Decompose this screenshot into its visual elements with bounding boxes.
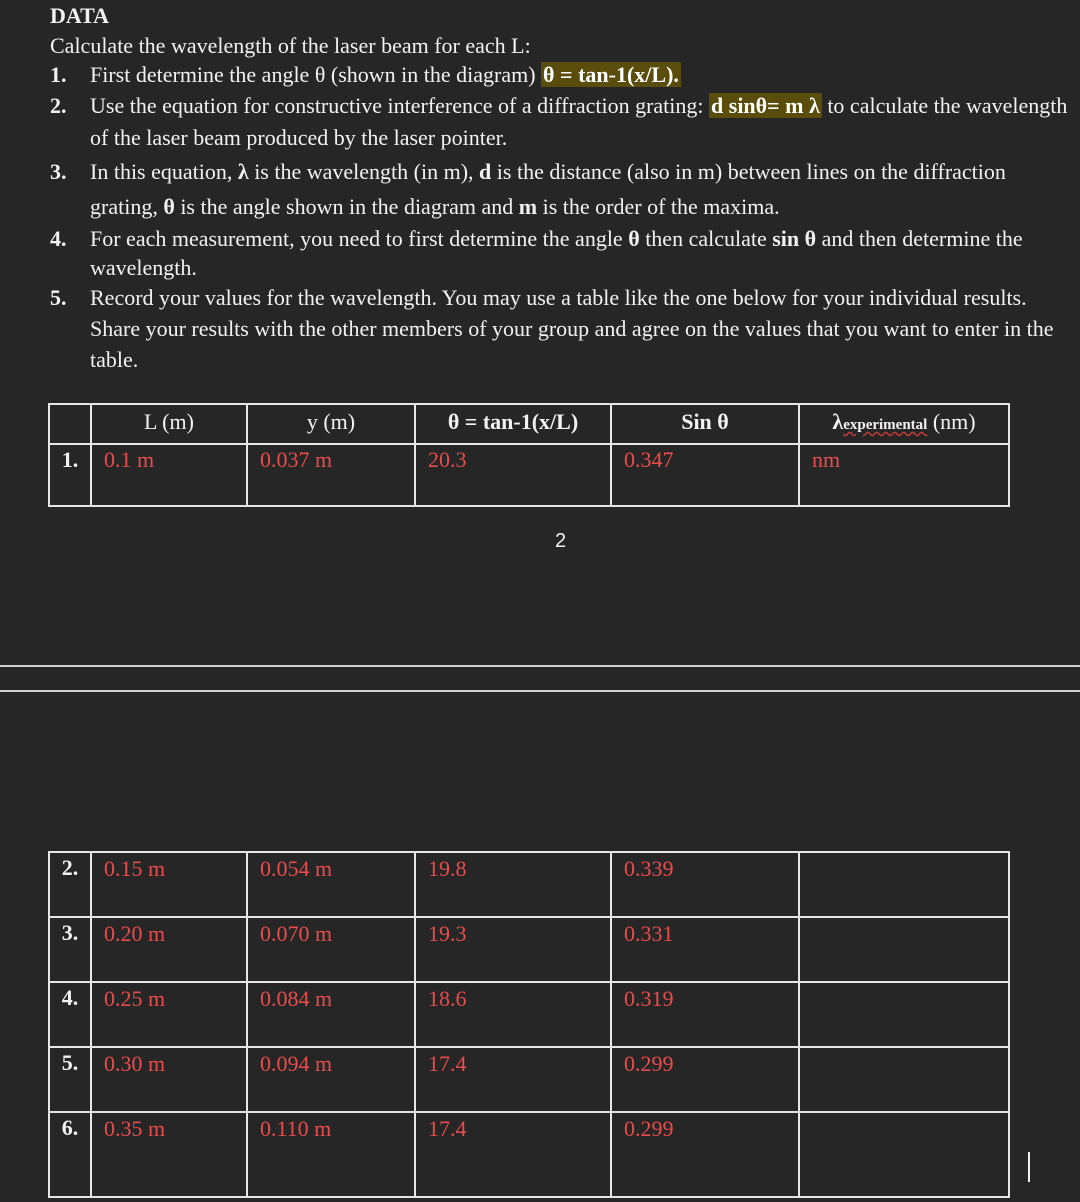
table-header-row — [49, 404, 1009, 444]
cell-theta[interactable]: 20.3 — [415, 444, 611, 506]
cell-sin[interactable]: 0.331 — [611, 917, 799, 982]
cell-lambda[interactable] — [799, 917, 1009, 982]
step-text: is the distance (also in m) between lines on the diffraction grating, — [90, 159, 1006, 219]
step-number: 1. — [50, 62, 67, 87]
cell-y[interactable]: 0.037 m — [247, 444, 415, 506]
step-number: 4. — [50, 226, 67, 251]
lambda-subscript: experimental — [843, 417, 928, 433]
instruction-step-3 — [50, 154, 1078, 224]
cell-lambda[interactable] — [799, 982, 1009, 1047]
table-row — [49, 917, 1009, 982]
cell-y[interactable]: 0.094 m — [247, 1047, 415, 1112]
header-lambda — [799, 404, 1009, 444]
page-break-line — [0, 690, 1080, 692]
cell-sin[interactable]: 0.299 — [611, 1047, 799, 1112]
row-number: 1. — [49, 444, 91, 506]
step-text: is the wavelength (in m), — [248, 159, 480, 184]
header-sin: Sin θ — [611, 404, 799, 444]
highlighted-equation: d sinθ= m λ — [711, 93, 820, 118]
cell-lambda[interactable]: nm — [799, 444, 1009, 506]
data-table-top — [48, 403, 1010, 507]
row-number: 6. — [49, 1112, 91, 1197]
instruction-step-5 — [50, 282, 1078, 375]
page-number: 2 — [555, 530, 567, 552]
data-table-bottom — [48, 851, 1010, 1198]
bold-term: d — [479, 159, 492, 184]
cell-theta[interactable]: 19.8 — [415, 852, 611, 917]
lambda-symbol: λ — [832, 409, 844, 434]
table-row — [49, 852, 1009, 917]
cell-sin[interactable]: 0.339 — [611, 852, 799, 917]
step-text-continued: to calculate the wavelength of the laser beam produced by the laser pointer. — [90, 93, 1068, 150]
lambda-unit: (nm) — [927, 409, 976, 434]
row-number: 4. — [49, 982, 91, 1047]
row-number: 5. — [49, 1047, 91, 1112]
step-number: 5. — [50, 285, 67, 310]
row-number: 3. — [49, 917, 91, 982]
cell-y[interactable]: 0.110 m — [247, 1112, 415, 1197]
page-break-line — [0, 665, 1080, 667]
table-row — [49, 444, 1009, 506]
step-number: 2. — [50, 93, 67, 118]
instruction-list — [50, 60, 1078, 375]
bold-term: θ — [163, 194, 175, 219]
row-number: 2. — [49, 852, 91, 917]
step-text: In this equation, — [90, 159, 238, 184]
instruction-step-1 — [50, 60, 1078, 90]
header-theta: θ = tan-1(x/L) — [415, 404, 611, 444]
cell-sin[interactable]: 0.347 — [611, 444, 799, 506]
cell-y[interactable]: 0.054 m — [247, 852, 415, 917]
instruction-step-2 — [50, 90, 1078, 154]
step-text: Use the equation for constructive interference of a diffraction grating: — [90, 93, 710, 118]
table-row — [49, 982, 1009, 1047]
cell-sin[interactable]: 0.299 — [611, 1112, 799, 1197]
step-text: Record your values for the wavelength. You may use a table like the one below for your individual results. Share your results with the other members of your group and agree on the values that you want to enter in the table. — [90, 285, 1054, 372]
bold-term: sin θ — [772, 226, 817, 251]
cell-lambda[interactable] — [799, 1112, 1009, 1197]
bold-term: λ — [237, 159, 249, 184]
cell-L[interactable]: 0.30 m — [91, 1047, 247, 1112]
cell-L[interactable]: 0.35 m — [91, 1112, 247, 1197]
bold-term: m — [518, 194, 538, 219]
step-text: For each measurement, you need to first determine the angle — [90, 226, 629, 251]
cell-theta[interactable]: 18.6 — [415, 982, 611, 1047]
step-text: and then determine the wavelength. — [90, 226, 1023, 280]
step-number: 3. — [50, 159, 67, 184]
cell-L[interactable]: 0.25 m — [91, 982, 247, 1047]
table-row — [49, 1112, 1009, 1197]
cell-y[interactable]: 0.070 m — [247, 917, 415, 982]
cell-sin[interactable]: 0.319 — [611, 982, 799, 1047]
step-text: First determine the angle θ (shown in the diagram) — [90, 62, 542, 87]
header-blank-cell — [49, 404, 91, 444]
intro-text: Calculate the wavelength of the laser beam for each L: — [50, 33, 531, 58]
step-text: is the order of the maxima. — [537, 194, 780, 219]
cell-lambda[interactable] — [799, 1047, 1009, 1112]
cell-L[interactable]: 0.15 m — [91, 852, 247, 917]
step-text: then calculate — [639, 226, 773, 251]
table-row — [49, 1047, 1009, 1112]
cell-L[interactable]: 0.1 m — [91, 444, 247, 506]
text-cursor — [1028, 1152, 1030, 1182]
cell-theta[interactable]: 17.4 — [415, 1112, 611, 1197]
cell-lambda[interactable] — [799, 852, 1009, 917]
step-text: is the angle shown in the diagram and — [174, 194, 519, 219]
header-L: L (m) — [91, 404, 247, 444]
cell-theta[interactable]: 17.4 — [415, 1047, 611, 1112]
cell-theta[interactable]: 19.3 — [415, 917, 611, 982]
cell-L[interactable]: 0.20 m — [91, 917, 247, 982]
header-y: y (m) — [247, 404, 415, 444]
highlighted-formula: θ = tan-1(x/L). — [543, 62, 679, 87]
cell-y[interactable]: 0.084 m — [247, 982, 415, 1047]
bold-term: θ — [628, 226, 640, 251]
section-heading: DATA — [50, 3, 110, 28]
instruction-step-4 — [50, 224, 1078, 282]
